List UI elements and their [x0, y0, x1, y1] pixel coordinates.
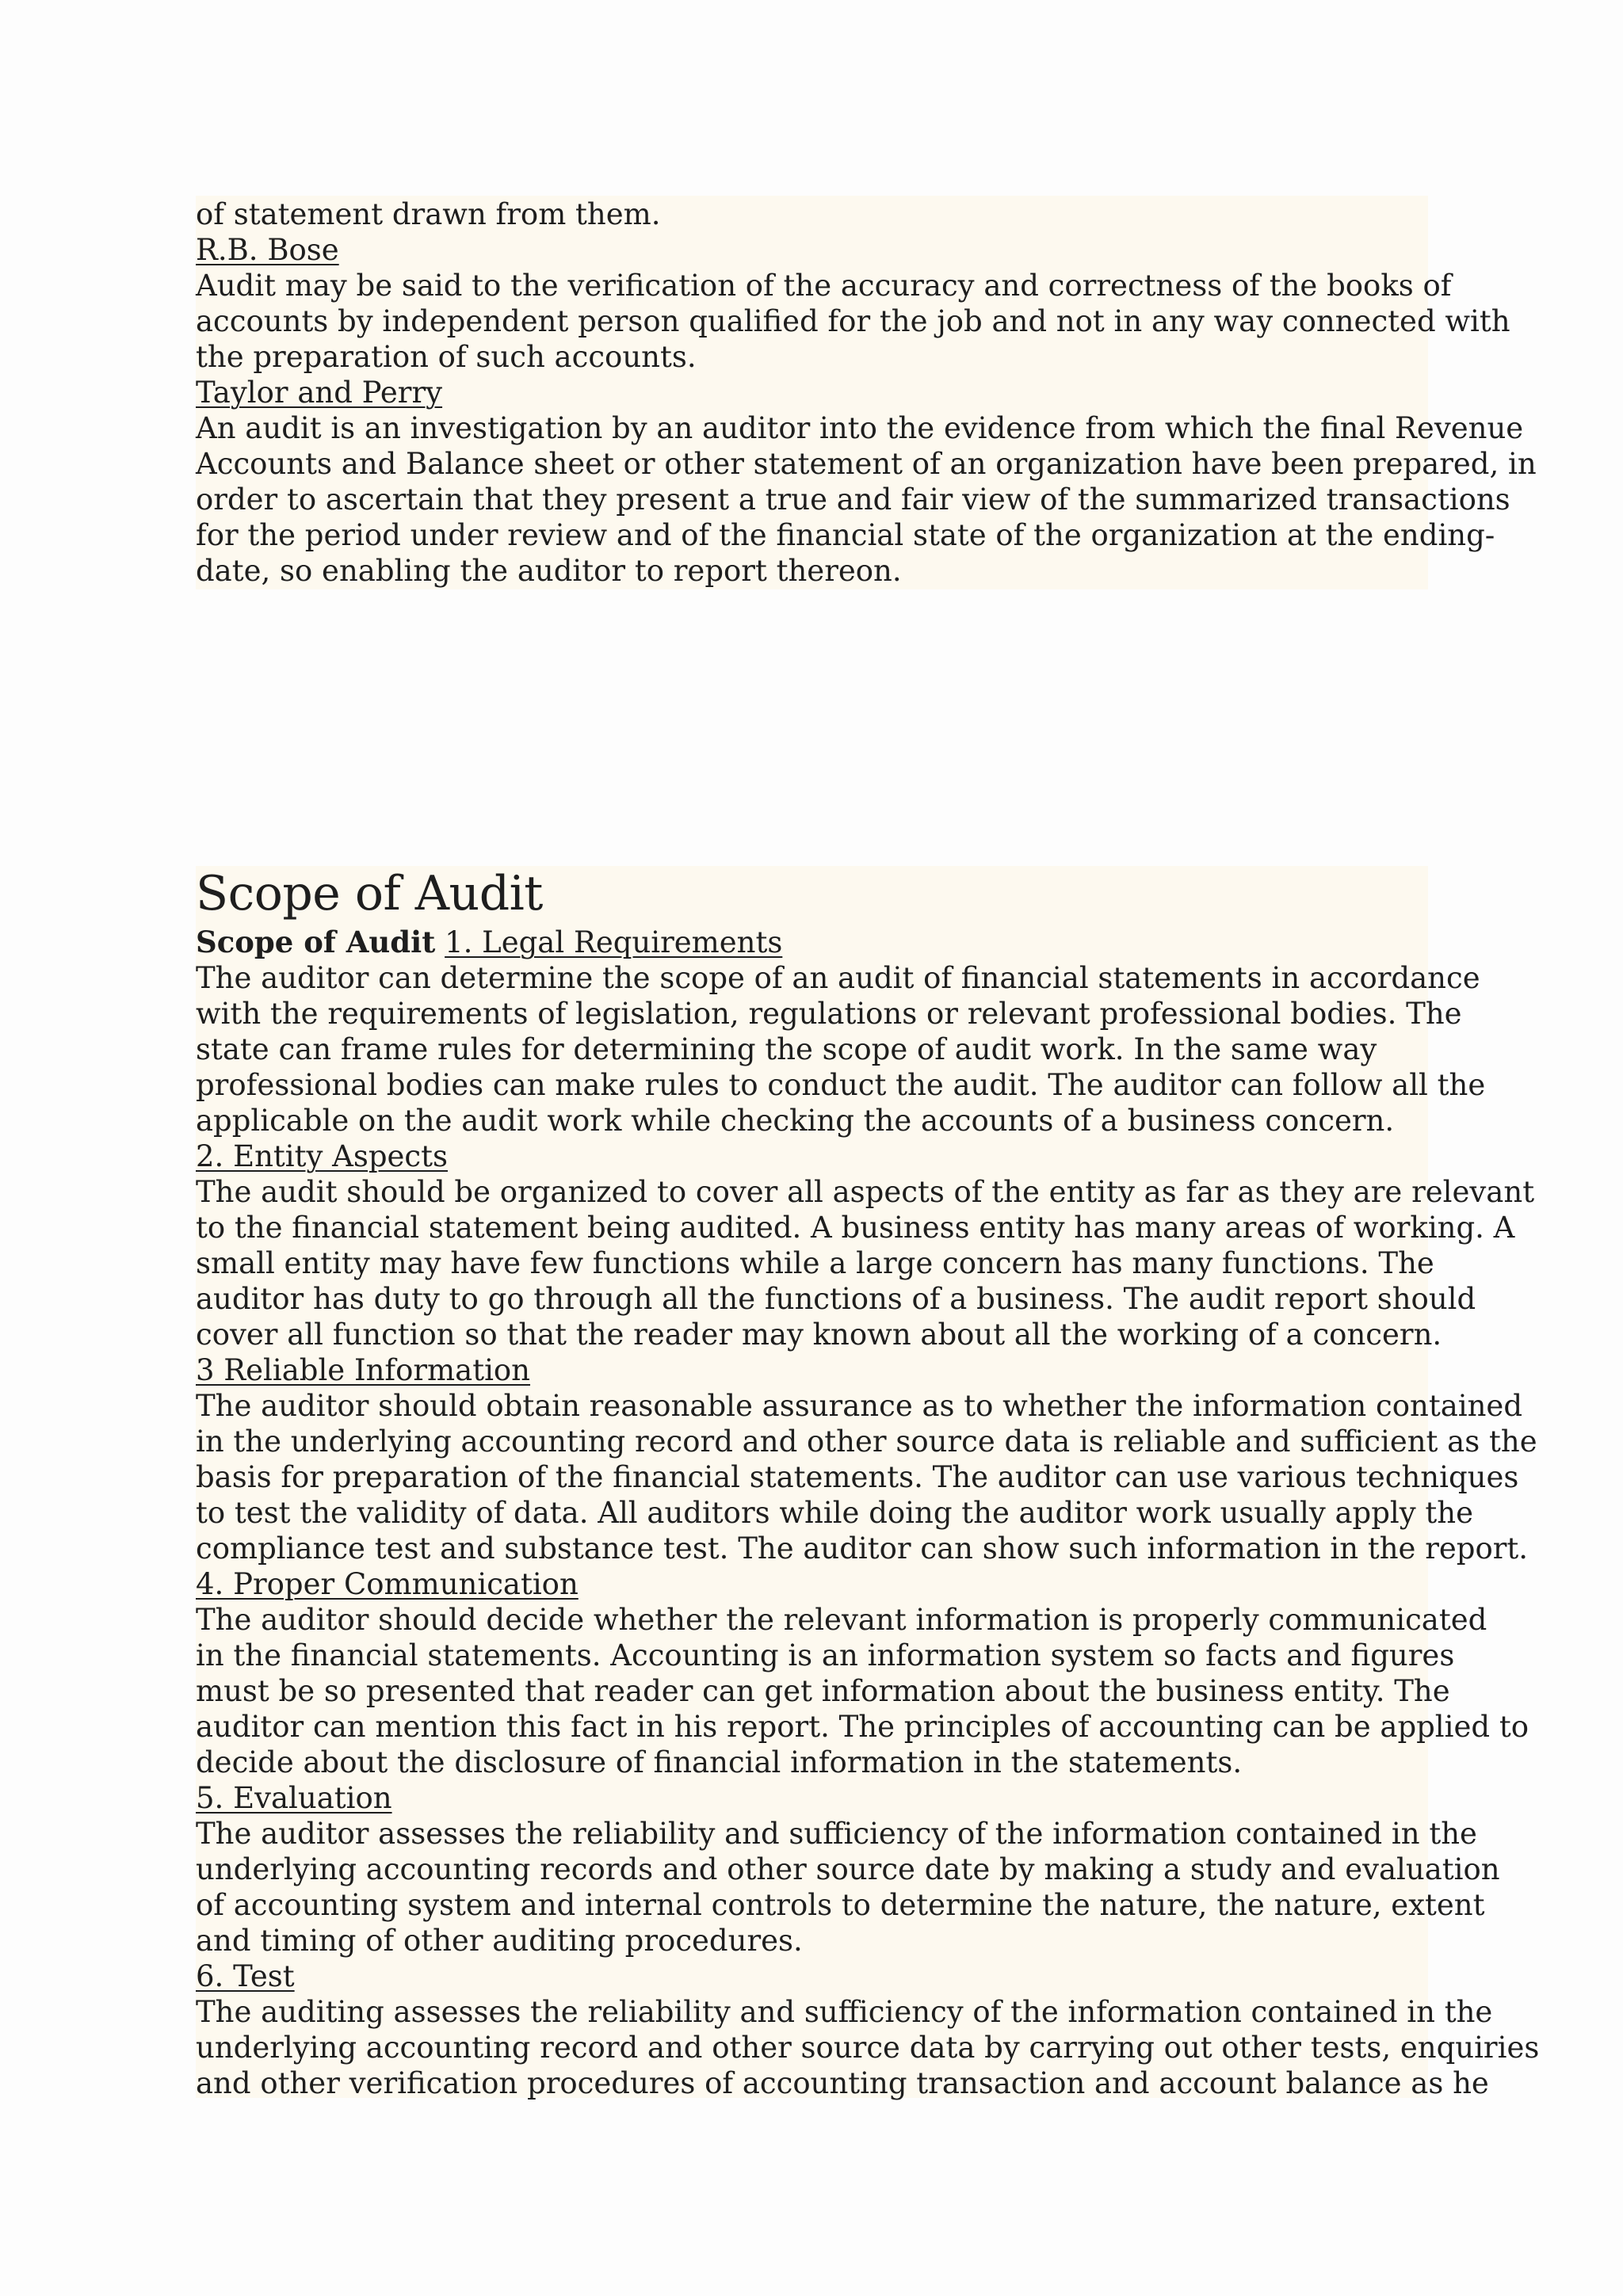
body-line: Audit may be said to the verification of the accuracy and correctness of the books of [196, 269, 1452, 303]
body-line: The auditor should obtain reasonable assurance as to whether the information contained [196, 1389, 1523, 1423]
body-line: cover all function so that the reader may known about all the working of a concern. [196, 1318, 1442, 1352]
body-line: basis for preparation of the financial statements. The auditor can use various techniques [196, 1460, 1519, 1494]
body-line: accounts by independent person qualified for the job and not in any way connected with [196, 304, 1510, 338]
body-line: decide about the disclosure of financial information in the statements. [196, 1745, 1243, 1779]
body-line: underlying accounting records and other source date by making a study and evaluation [196, 1852, 1500, 1886]
definitions-section [196, 196, 1537, 589]
scope-section [196, 864, 1540, 2101]
body-line: in the underlying accounting record and other source data is reliable and sufficient as the [196, 1425, 1537, 1459]
link-reliable-information[interactable]: 3 Reliable Information [196, 1353, 531, 1387]
body-line: the preparation of such accounts. [196, 340, 697, 374]
body-line: and other verification procedures of accounting transaction and account balance as he [196, 2066, 1489, 2100]
section-title: Scope of Audit [196, 866, 543, 921]
body-line: applicable on the audit work while checking the accounts of a business concern. [196, 1104, 1395, 1138]
body-line: in the financial statements. Accounting is an information system so facts and figures [196, 1638, 1455, 1672]
link-evaluation[interactable]: 5. Evaluation [196, 1781, 392, 1815]
body-line: to test the validity of data. All auditors while doing the auditor work usually apply the [196, 1496, 1474, 1530]
link-entity-aspects[interactable]: 2. Entity Aspects [196, 1139, 449, 1173]
link-taylor-and-perry[interactable]: Taylor and Perry [196, 376, 443, 410]
body-line: for the period under review and of the financial state of the organization at the ending- [196, 518, 1495, 552]
link-test[interactable]: 6. Test [196, 1959, 295, 1993]
body-line: auditor can mention this fact in his report. The principles of accounting can be applied to [196, 1710, 1529, 1744]
body-line: Accounts and Balance sheet or other statement of an organization have been prepared, in [196, 447, 1537, 481]
body-line: auditor has duty to go through all the functions of a business. The audit report should [196, 1282, 1476, 1316]
body-line: order to ascertain that they present a true and fair view of the summarized transactions [196, 482, 1510, 517]
body-line: small entity may have few functions while a large concern has many functions. The [196, 1246, 1434, 1280]
body-line: The auditor should decide whether the relevant information is properly communicated [196, 1603, 1487, 1637]
body-line: to the financial statement being audited. A business entity has many areas of working. A [196, 1211, 1515, 1245]
subtitle-line [196, 925, 1432, 960]
body-line: The auditing assesses the reliability and sufficiency of the information contained in the [196, 1995, 1493, 2029]
body-line: compliance test and substance test. The auditor can show such information in the report. [196, 1531, 1529, 1566]
body-line: date, so enabling the auditor to report thereon. [196, 554, 902, 588]
body-line: The auditor can determine the scope of an audit of financial statements in accordance [196, 961, 1480, 995]
link-rb-bose[interactable]: R.B. Bose [196, 233, 339, 267]
subtitle-bold: Scope of Audit [196, 925, 436, 959]
link-proper-communication[interactable]: 4. Proper Communication [196, 1567, 579, 1601]
body-line: An audit is an investigation by an auditor into the evidence from which the final Revenue [196, 411, 1524, 445]
body-line: The audit should be organized to cover all aspects of the entity as far as they are relevant [196, 1175, 1535, 1209]
body-line: state can frame rules for determining the scope of audit work. In the same way [196, 1032, 1377, 1066]
body-line: of statement drawn from them. [196, 197, 661, 231]
body-line: must be so presented that reader can get information about the business entity. The [196, 1674, 1450, 1708]
body-line: of accounting system and internal controls to determine the nature, the nature, extent [196, 1888, 1485, 1922]
link-legal-requirements[interactable]: 1. Legal Requirements [445, 925, 783, 959]
body-line: underlying accounting record and other source data by carrying out other tests, enquiries [196, 2031, 1540, 2065]
body-line: professional bodies can make rules to conduct the audit. The auditor can follow all the [196, 1068, 1486, 1102]
body-line: The auditor assesses the reliability and sufficiency of the information contained in the [196, 1817, 1477, 1851]
body-line: with the requirements of legislation, regulations or relevant professional bodies. The [196, 997, 1462, 1031]
body-line: and timing of other auditing procedures. [196, 1924, 803, 1958]
